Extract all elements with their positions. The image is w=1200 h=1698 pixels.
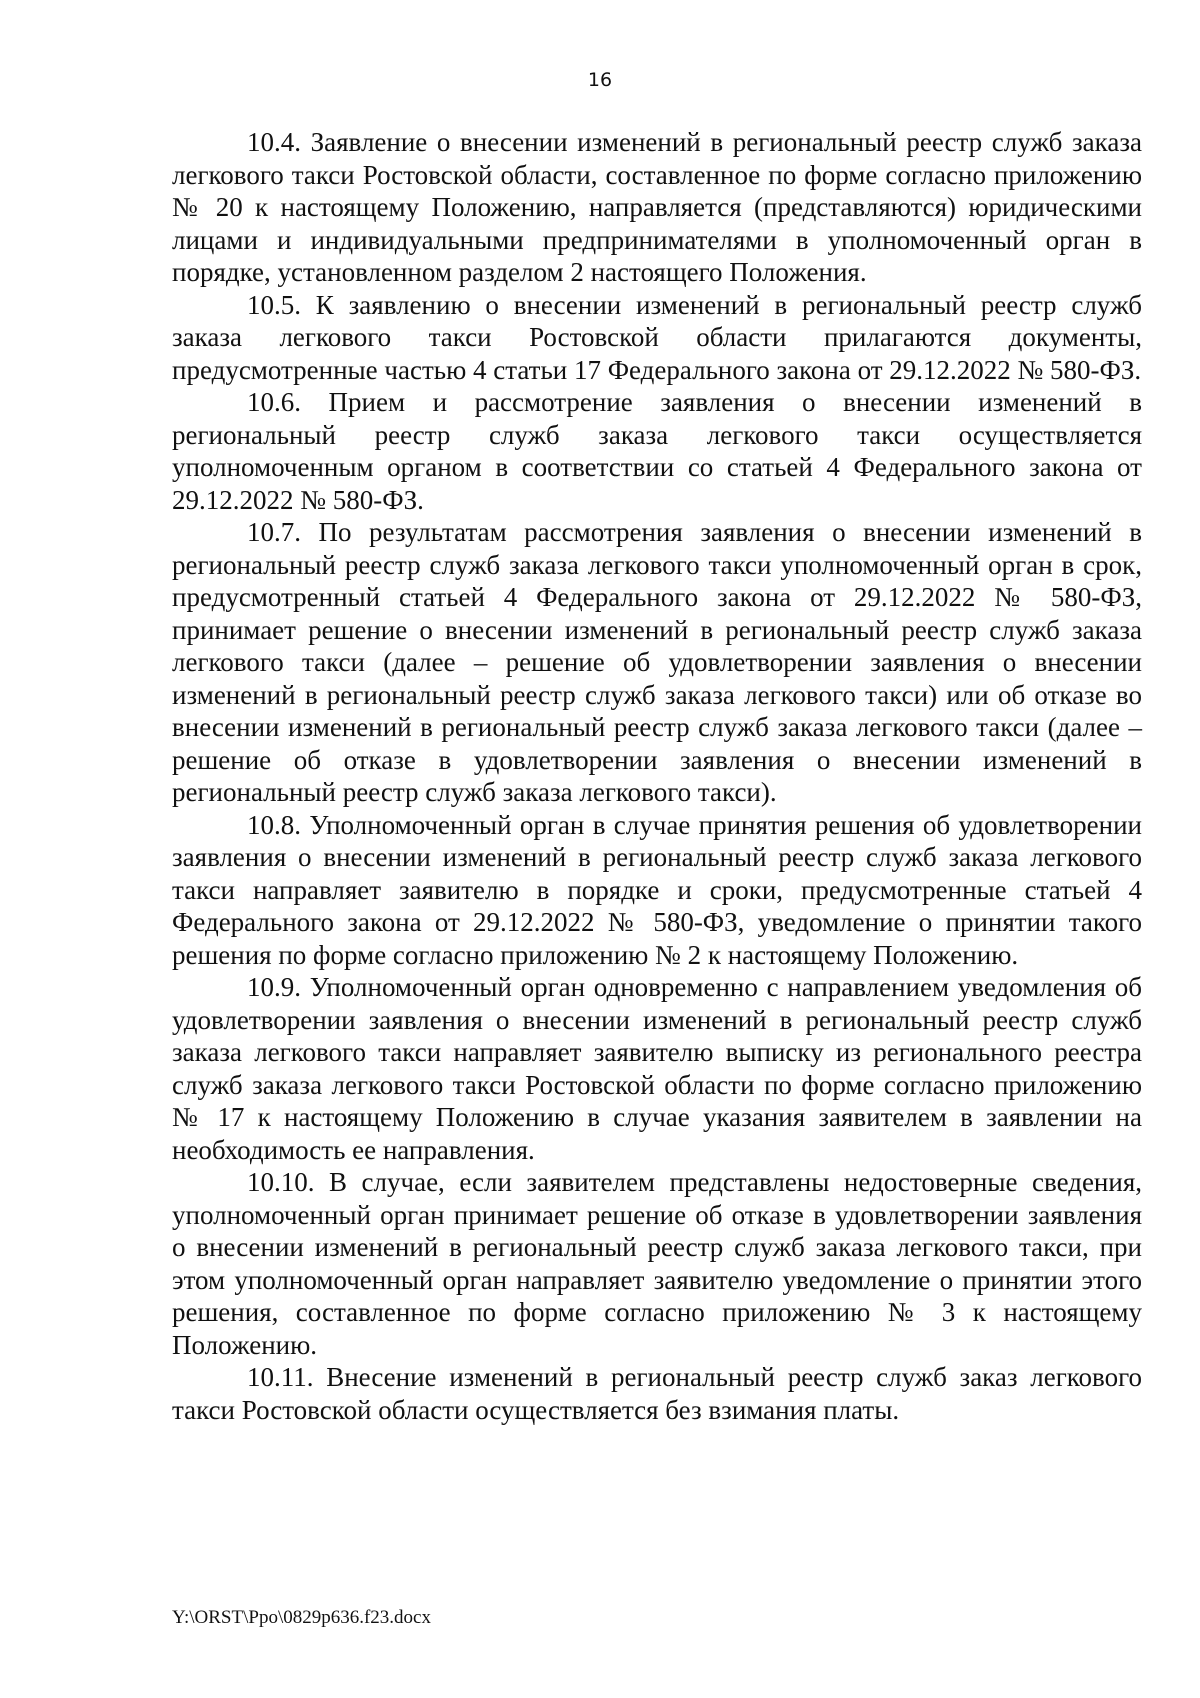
page-number: 16 (587, 69, 613, 91)
document-body (172, 126, 1142, 1426)
paragraph-10-10: 10.10. В случае, если заявителем представлены недостоверные сведения, уполномоченный орган принимает решение об отказе в удовлетворении заявления о внесении изменений в региональный реестр служб заказа легкового такси, при этом уполномоченный орган направляет заявителю уведомление о принятии этого решения, составленное по форме согласно приложению № 3 к настоящему Положению. (172, 1167, 1142, 1360)
paragraph-10-6: 10.6. Прием и рассмотрение заявления о внесении изменений в региональный реестр служб заказа легкового такси осуществляется уполномоченным органом в соответствии со статьей 4 Федерального закона от 29.12.2022 № 580-ФЗ. (172, 387, 1142, 515)
paragraph-10-9: 10.9. Уполномоченный орган одновременно с направлением уведомления об удовлетворении заявления о внесении изменений в региональный реестр служб заказа легкового такси направляет заявителю выписку из регионального реестра служб заказа легкового такси Ростовской области по форме согласно приложению № 17 к настоящему Положению в случае указания заявителем в заявлении на необходимость ее направления. (172, 972, 1142, 1165)
paragraph-10-5: 10.5. К заявлению о внесении изменений в региональный реестр служб заказа легкового такси Ростовской области прилагаются документы, предусмотренные частью 4 статьи 17 Федерального закона от 29.12.2022 № 580-ФЗ. (172, 289, 1142, 385)
paragraph-10-7: 10.7. По результатам рассмотрения заявления о внесении изменений в региональный реестр служб заказа легкового такси уполномоченный орган в срок, предусмотренный статьей 4 Федерального закона от 29.12.2022 № 580-ФЗ, принимает решение о внесении изменений в региональный реестр служб заказа легкового такси (далее – решение об удовлетворении заявления о внесении изменений в региональный реестр служб заказа легкового такси) или об отказе во внесении изменений в региональный реестр служб заказа легкового такси (далее – решение об отказе в удовлетворении заявления о внесении изменений в региональный реестр служб заказа легкового такси). (172, 517, 1142, 807)
paragraph-10-4: 10.4. Заявление о внесении изменений в региональный реестр служб заказа легкового такси Ростовской области, составленное по форме согласно приложению № 20 к настоящему Положению, направляется (представляются) юридическими лицами и индивидуальными предпринимателями в уполномоченный орган в порядке, установленном разделом 2 настоящего Положения. (172, 127, 1142, 287)
paragraph-10-11: 10.11. Внесение изменений в региональный реестр служб заказ легкового такси Ростовской области осуществляется без взимания платы. (172, 1362, 1142, 1425)
paragraph-10-8: 10.8. Уполномоченный орган в случае принятия решения об удовлетворении заявления о внесении изменений в региональный реестр служб заказа легкового такси направляет заявителю в порядке и сроки, предусмотренные статьей 4 Федерального закона от 29.12.2022 № 580-ФЗ, уведомление о принятии такого решения по форме согласно приложению № 2 к настоящему Положению. (172, 809, 1142, 970)
footer-file-path: Y:\ORST\Ppo\0829p636.f23.docx (172, 1607, 431, 1628)
